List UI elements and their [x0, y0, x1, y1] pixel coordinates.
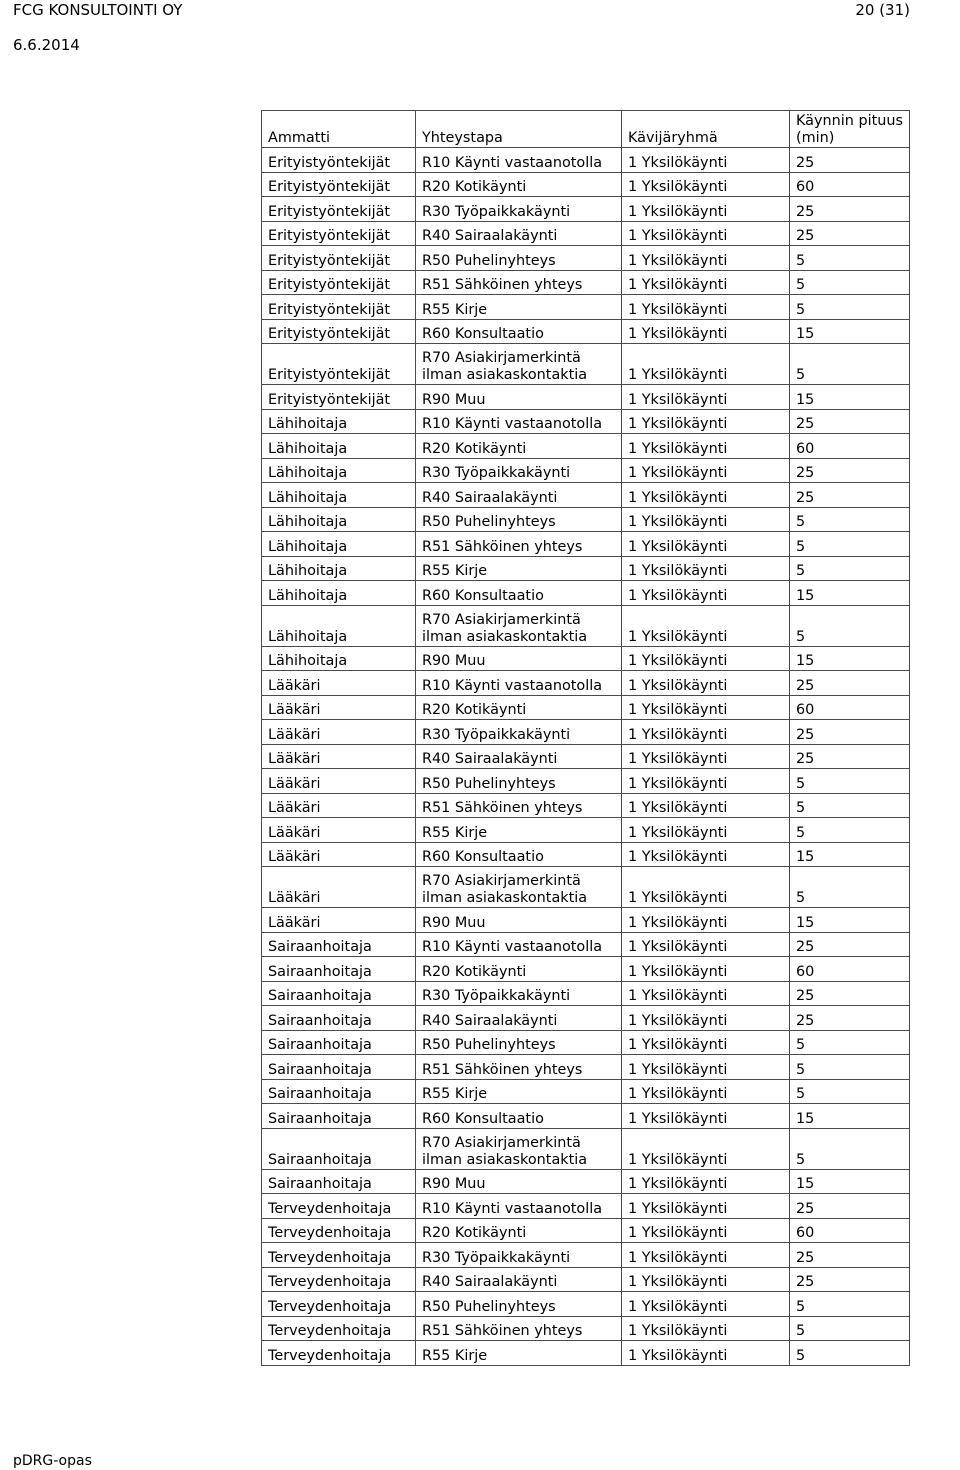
- cell-yhteystapa: R51 Sähköinen yhteys: [416, 1316, 622, 1341]
- table-row: [262, 581, 910, 606]
- table-row: [262, 1194, 910, 1219]
- cell-yhteystapa: R50 Puhelinyhteys: [416, 246, 622, 271]
- cell-yhteystapa: R30 Työpaikkakäynti: [416, 197, 622, 222]
- table-row: [262, 556, 910, 581]
- cell-kaynnin-pituus: 15: [790, 1169, 910, 1194]
- table-row: [262, 957, 910, 982]
- cell-yhteystapa: R30 Työpaikkakäynti: [416, 1243, 622, 1268]
- cell-ammatti: Terveydenhoitaja: [262, 1243, 416, 1268]
- table-row: [262, 981, 910, 1006]
- table-body: [262, 148, 910, 1366]
- cell-yhteystapa: R40 Sairaalakäynti: [416, 1006, 622, 1031]
- cell-kavijaryhma: 1 Yksilökäynti: [622, 458, 790, 483]
- cell-ammatti: Terveydenhoitaja: [262, 1267, 416, 1292]
- cell-ammatti: Terveydenhoitaja: [262, 1341, 416, 1366]
- cell-ammatti: Sairaanhoitaja: [262, 1079, 416, 1104]
- cell-ammatti: Lähihoitaja: [262, 434, 416, 459]
- cell-ammatti: Erityistyöntekijät: [262, 270, 416, 295]
- cell-kavijaryhma: 1 Yksilökäynti: [622, 744, 790, 769]
- cell-yhteystapa: R40 Sairaalakäynti: [416, 483, 622, 508]
- cell-yhteystapa: R30 Työpaikkakäynti: [416, 458, 622, 483]
- table-row: [262, 646, 910, 671]
- cell-kavijaryhma: 1 Yksilökäynti: [622, 556, 790, 581]
- cell-yhteystapa: R51 Sähköinen yhteys: [416, 270, 622, 295]
- table-row: [262, 818, 910, 843]
- cell-yhteystapa: R30 Työpaikkakäynti: [416, 981, 622, 1006]
- cell-kavijaryhma: 1 Yksilökäynti: [622, 867, 790, 908]
- cell-kavijaryhma: 1 Yksilökäynti: [622, 1006, 790, 1031]
- table-row: [262, 1104, 910, 1129]
- cell-yhteystapa: R20 Kotikäynti: [416, 695, 622, 720]
- company-name: FCG KONSULTOINTI OY: [13, 1, 183, 19]
- cell-kaynnin-pituus: 5: [790, 605, 910, 646]
- cell-yhteystapa: R90 Muu: [416, 1169, 622, 1194]
- cell-kavijaryhma: 1 Yksilökäynti: [622, 409, 790, 434]
- cell-kavijaryhma: 1 Yksilökäynti: [622, 532, 790, 557]
- cell-ammatti: Terveydenhoitaja: [262, 1292, 416, 1317]
- cell-kaynnin-pituus: 5: [790, 818, 910, 843]
- cell-kaynnin-pituus: 25: [790, 671, 910, 696]
- cell-kaynnin-pituus: 5: [790, 1055, 910, 1080]
- cell-kavijaryhma: 1 Yksilökäynti: [622, 908, 790, 933]
- cell-kavijaryhma: 1 Yksilökäynti: [622, 1055, 790, 1080]
- table-row: [262, 1079, 910, 1104]
- table-row: [262, 434, 910, 459]
- cell-kaynnin-pituus: 5: [790, 270, 910, 295]
- cell-kaynnin-pituus: 25: [790, 981, 910, 1006]
- column-header-yhteystapa: Yhteystapa: [416, 111, 622, 148]
- cell-kavijaryhma: 1 Yksilökäynti: [622, 818, 790, 843]
- cell-kavijaryhma: 1 Yksilökäynti: [622, 385, 790, 410]
- table-row: [262, 270, 910, 295]
- cell-kaynnin-pituus: 5: [790, 1316, 910, 1341]
- cell-kaynnin-pituus: 60: [790, 172, 910, 197]
- cell-kaynnin-pituus: 5: [790, 1341, 910, 1366]
- cell-ammatti: Lähihoitaja: [262, 605, 416, 646]
- table-row: [262, 1341, 910, 1366]
- cell-kaynnin-pituus: 15: [790, 646, 910, 671]
- cell-kaynnin-pituus: 5: [790, 295, 910, 320]
- cell-kavijaryhma: 1 Yksilökäynti: [622, 1128, 790, 1169]
- cell-kaynnin-pituus: 25: [790, 1006, 910, 1031]
- cell-kaynnin-pituus: 5: [790, 1292, 910, 1317]
- table-row: [262, 1292, 910, 1317]
- cell-ammatti: Sairaanhoitaja: [262, 1055, 416, 1080]
- cell-kavijaryhma: 1 Yksilökäynti: [622, 695, 790, 720]
- cell-kaynnin-pituus: 25: [790, 458, 910, 483]
- cell-kaynnin-pituus: 5: [790, 246, 910, 271]
- table-row: [262, 671, 910, 696]
- cell-ammatti: Sairaanhoitaja: [262, 1030, 416, 1055]
- cell-yhteystapa: R51 Sähköinen yhteys: [416, 1055, 622, 1080]
- cell-yhteystapa: R70 Asiakirjamerkintä ilman asiakaskontaktia: [416, 605, 622, 646]
- table-row: [262, 695, 910, 720]
- table-row: [262, 605, 910, 646]
- cell-yhteystapa: R51 Sähköinen yhteys: [416, 793, 622, 818]
- cell-kaynnin-pituus: 5: [790, 1079, 910, 1104]
- cell-kavijaryhma: 1 Yksilökäynti: [622, 344, 790, 385]
- cell-kaynnin-pituus: 25: [790, 148, 910, 173]
- cell-ammatti: Lääkäri: [262, 842, 416, 867]
- table-row: [262, 532, 910, 557]
- cell-kaynnin-pituus: 25: [790, 409, 910, 434]
- cell-ammatti: Lähihoitaja: [262, 409, 416, 434]
- cell-yhteystapa: R40 Sairaalakäynti: [416, 221, 622, 246]
- cell-ammatti: Lääkäri: [262, 818, 416, 843]
- table-row: [262, 246, 910, 271]
- cell-yhteystapa: R20 Kotikäynti: [416, 1218, 622, 1243]
- table-row: [262, 221, 910, 246]
- cell-ammatti: Lääkäri: [262, 793, 416, 818]
- table-row: [262, 344, 910, 385]
- cell-yhteystapa: R90 Muu: [416, 908, 622, 933]
- cell-kaynnin-pituus: 15: [790, 908, 910, 933]
- cell-yhteystapa: R10 Käynti vastaanotolla: [416, 932, 622, 957]
- cell-yhteystapa: R60 Konsultaatio: [416, 581, 622, 606]
- cell-kavijaryhma: 1 Yksilökäynti: [622, 769, 790, 794]
- table-row: [262, 908, 910, 933]
- cell-kaynnin-pituus: 25: [790, 1194, 910, 1219]
- cell-kavijaryhma: 1 Yksilökäynti: [622, 646, 790, 671]
- cell-kaynnin-pituus: 25: [790, 1267, 910, 1292]
- cell-kavijaryhma: 1 Yksilökäynti: [622, 1030, 790, 1055]
- cell-ammatti: Lähihoitaja: [262, 532, 416, 557]
- table-row: [262, 458, 910, 483]
- cell-kavijaryhma: 1 Yksilökäynti: [622, 197, 790, 222]
- cell-kavijaryhma: 1 Yksilökäynti: [622, 246, 790, 271]
- cell-ammatti: Erityistyöntekijät: [262, 246, 416, 271]
- table-row: [262, 1169, 910, 1194]
- cell-kaynnin-pituus: 5: [790, 867, 910, 908]
- cell-kavijaryhma: 1 Yksilökäynti: [622, 793, 790, 818]
- cell-ammatti: Sairaanhoitaja: [262, 1169, 416, 1194]
- cell-kaynnin-pituus: 5: [790, 769, 910, 794]
- cell-ammatti: Sairaanhoitaja: [262, 957, 416, 982]
- cell-ammatti: Terveydenhoitaja: [262, 1194, 416, 1219]
- cell-ammatti: Lääkäri: [262, 720, 416, 745]
- table-row: [262, 507, 910, 532]
- cell-kavijaryhma: 1 Yksilökäynti: [622, 605, 790, 646]
- table-row: [262, 1006, 910, 1031]
- cell-yhteystapa: R55 Kirje: [416, 1341, 622, 1366]
- cell-kavijaryhma: 1 Yksilökäynti: [622, 957, 790, 982]
- cell-yhteystapa: R30 Työpaikkakäynti: [416, 720, 622, 745]
- table-row: [262, 319, 910, 344]
- cell-ammatti: Erityistyöntekijät: [262, 148, 416, 173]
- page-number: 20 (31): [855, 1, 910, 19]
- table-row: [262, 1055, 910, 1080]
- cell-yhteystapa: R55 Kirje: [416, 818, 622, 843]
- cell-ammatti: Erityistyöntekijät: [262, 319, 416, 344]
- cell-yhteystapa: R60 Konsultaatio: [416, 319, 622, 344]
- cell-ammatti: Lääkäri: [262, 769, 416, 794]
- cell-kaynnin-pituus: 5: [790, 507, 910, 532]
- cell-ammatti: Erityistyöntekijät: [262, 344, 416, 385]
- table-row: [262, 932, 910, 957]
- cell-kavijaryhma: 1 Yksilökäynti: [622, 581, 790, 606]
- cell-yhteystapa: R50 Puhelinyhteys: [416, 507, 622, 532]
- cell-kavijaryhma: 1 Yksilökäynti: [622, 842, 790, 867]
- cell-yhteystapa: R70 Asiakirjamerkintä ilman asiakaskontaktia: [416, 1128, 622, 1169]
- document-date: 6.6.2014: [13, 36, 80, 54]
- cell-ammatti: Erityistyöntekijät: [262, 385, 416, 410]
- cell-ammatti: Sairaanhoitaja: [262, 1104, 416, 1129]
- table-row: [262, 1243, 910, 1268]
- cell-ammatti: Sairaanhoitaja: [262, 1128, 416, 1169]
- cell-yhteystapa: R20 Kotikäynti: [416, 434, 622, 459]
- cell-kavijaryhma: 1 Yksilökäynti: [622, 1079, 790, 1104]
- cell-ammatti: Lähihoitaja: [262, 458, 416, 483]
- cell-ammatti: Terveydenhoitaja: [262, 1218, 416, 1243]
- cell-yhteystapa: R50 Puhelinyhteys: [416, 1030, 622, 1055]
- table-row: [262, 172, 910, 197]
- table-row: [262, 744, 910, 769]
- cell-kavijaryhma: 1 Yksilökäynti: [622, 1316, 790, 1341]
- table-row: [262, 148, 910, 173]
- cell-kaynnin-pituus: 5: [790, 1128, 910, 1169]
- cell-kavijaryhma: 1 Yksilökäynti: [622, 981, 790, 1006]
- table-row: [262, 769, 910, 794]
- cell-kavijaryhma: 1 Yksilökäynti: [622, 1341, 790, 1366]
- cell-ammatti: Sairaanhoitaja: [262, 981, 416, 1006]
- cell-ammatti: Erityistyöntekijät: [262, 221, 416, 246]
- cell-kaynnin-pituus: 25: [790, 483, 910, 508]
- table-row: [262, 385, 910, 410]
- cell-yhteystapa: R51 Sähköinen yhteys: [416, 532, 622, 557]
- visit-duration-table: [261, 110, 910, 1366]
- cell-kaynnin-pituus: 15: [790, 581, 910, 606]
- cell-kaynnin-pituus: 15: [790, 1104, 910, 1129]
- cell-ammatti: Lähihoitaja: [262, 483, 416, 508]
- cell-yhteystapa: R60 Konsultaatio: [416, 842, 622, 867]
- cell-kavijaryhma: 1 Yksilökäynti: [622, 483, 790, 508]
- cell-ammatti: Sairaanhoitaja: [262, 1006, 416, 1031]
- footer-text: pDRG-opas: [13, 1453, 92, 1469]
- cell-kavijaryhma: 1 Yksilökäynti: [622, 319, 790, 344]
- cell-ammatti: Lähihoitaja: [262, 646, 416, 671]
- cell-kavijaryhma: 1 Yksilökäynti: [622, 270, 790, 295]
- cell-yhteystapa: R40 Sairaalakäynti: [416, 744, 622, 769]
- cell-kavijaryhma: 1 Yksilökäynti: [622, 1194, 790, 1219]
- cell-yhteystapa: R90 Muu: [416, 646, 622, 671]
- table-header-row: [262, 111, 910, 148]
- table-row: [262, 720, 910, 745]
- table-row: [262, 1030, 910, 1055]
- cell-yhteystapa: R50 Puhelinyhteys: [416, 769, 622, 794]
- cell-yhteystapa: R70 Asiakirjamerkintä ilman asiakaskontaktia: [416, 867, 622, 908]
- table-row: [262, 1218, 910, 1243]
- table-row: [262, 867, 910, 908]
- cell-ammatti: Lääkäri: [262, 695, 416, 720]
- cell-ammatti: Lääkäri: [262, 867, 416, 908]
- cell-ammatti: Lääkäri: [262, 671, 416, 696]
- column-header-kavijaryhma: Kävijäryhmä: [622, 111, 790, 148]
- cell-kaynnin-pituus: 25: [790, 1243, 910, 1268]
- cell-ammatti: Erityistyöntekijät: [262, 197, 416, 222]
- cell-yhteystapa: R90 Muu: [416, 385, 622, 410]
- cell-kavijaryhma: 1 Yksilökäynti: [622, 1267, 790, 1292]
- cell-ammatti: Lääkäri: [262, 744, 416, 769]
- column-header-kaynnin-pituus: Käynnin pituus (min): [790, 111, 910, 148]
- cell-kaynnin-pituus: 5: [790, 793, 910, 818]
- cell-kavijaryhma: 1 Yksilökäynti: [622, 221, 790, 246]
- cell-kavijaryhma: 1 Yksilökäynti: [622, 1169, 790, 1194]
- cell-yhteystapa: R10 Käynti vastaanotolla: [416, 148, 622, 173]
- cell-kavijaryhma: 1 Yksilökäynti: [622, 507, 790, 532]
- cell-kaynnin-pituus: 60: [790, 695, 910, 720]
- table-row: [262, 295, 910, 320]
- cell-kaynnin-pituus: 60: [790, 957, 910, 982]
- cell-kavijaryhma: 1 Yksilökäynti: [622, 1104, 790, 1129]
- cell-yhteystapa: R10 Käynti vastaanotolla: [416, 1194, 622, 1219]
- table-row: [262, 409, 910, 434]
- cell-kaynnin-pituus: 25: [790, 221, 910, 246]
- cell-kaynnin-pituus: 5: [790, 532, 910, 557]
- cell-ammatti: Terveydenhoitaja: [262, 1316, 416, 1341]
- cell-kavijaryhma: 1 Yksilökäynti: [622, 671, 790, 696]
- cell-ammatti: Sairaanhoitaja: [262, 932, 416, 957]
- cell-kaynnin-pituus: 60: [790, 434, 910, 459]
- cell-ammatti: Lähihoitaja: [262, 581, 416, 606]
- cell-kaynnin-pituus: 15: [790, 319, 910, 344]
- cell-kavijaryhma: 1 Yksilökäynti: [622, 148, 790, 173]
- cell-kavijaryhma: 1 Yksilökäynti: [622, 295, 790, 320]
- cell-yhteystapa: R40 Sairaalakäynti: [416, 1267, 622, 1292]
- table-row: [262, 1128, 910, 1169]
- cell-kavijaryhma: 1 Yksilökäynti: [622, 1243, 790, 1268]
- table-row: [262, 1316, 910, 1341]
- cell-yhteystapa: R55 Kirje: [416, 556, 622, 581]
- table-row: [262, 483, 910, 508]
- cell-kavijaryhma: 1 Yksilökäynti: [622, 172, 790, 197]
- cell-kaynnin-pituus: 60: [790, 1218, 910, 1243]
- column-header-ammatti: Ammatti: [262, 111, 416, 148]
- cell-kavijaryhma: 1 Yksilökäynti: [622, 932, 790, 957]
- cell-yhteystapa: R10 Käynti vastaanotolla: [416, 671, 622, 696]
- cell-kaynnin-pituus: 15: [790, 842, 910, 867]
- cell-kavijaryhma: 1 Yksilökäynti: [622, 434, 790, 459]
- cell-ammatti: Erityistyöntekijät: [262, 172, 416, 197]
- cell-kavijaryhma: 1 Yksilökäynti: [622, 1292, 790, 1317]
- cell-ammatti: Lähihoitaja: [262, 507, 416, 532]
- cell-yhteystapa: R20 Kotikäynti: [416, 172, 622, 197]
- cell-yhteystapa: R55 Kirje: [416, 295, 622, 320]
- table-row: [262, 197, 910, 222]
- cell-yhteystapa: R20 Kotikäynti: [416, 957, 622, 982]
- cell-kaynnin-pituus: 5: [790, 344, 910, 385]
- cell-kaynnin-pituus: 25: [790, 197, 910, 222]
- cell-yhteystapa: R70 Asiakirjamerkintä ilman asiakaskontaktia: [416, 344, 622, 385]
- cell-yhteystapa: R10 Käynti vastaanotolla: [416, 409, 622, 434]
- cell-kaynnin-pituus: 25: [790, 932, 910, 957]
- cell-kaynnin-pituus: 25: [790, 720, 910, 745]
- cell-ammatti: Lähihoitaja: [262, 556, 416, 581]
- table-row: [262, 1267, 910, 1292]
- cell-kaynnin-pituus: 25: [790, 744, 910, 769]
- cell-kaynnin-pituus: 5: [790, 556, 910, 581]
- cell-yhteystapa: R55 Kirje: [416, 1079, 622, 1104]
- cell-ammatti: Lääkäri: [262, 908, 416, 933]
- cell-kavijaryhma: 1 Yksilökäynti: [622, 720, 790, 745]
- table-row: [262, 793, 910, 818]
- cell-yhteystapa: R50 Puhelinyhteys: [416, 1292, 622, 1317]
- cell-kaynnin-pituus: 15: [790, 385, 910, 410]
- cell-kavijaryhma: 1 Yksilökäynti: [622, 1218, 790, 1243]
- cell-ammatti: Erityistyöntekijät: [262, 295, 416, 320]
- cell-yhteystapa: R60 Konsultaatio: [416, 1104, 622, 1129]
- table-row: [262, 842, 910, 867]
- cell-kaynnin-pituus: 5: [790, 1030, 910, 1055]
